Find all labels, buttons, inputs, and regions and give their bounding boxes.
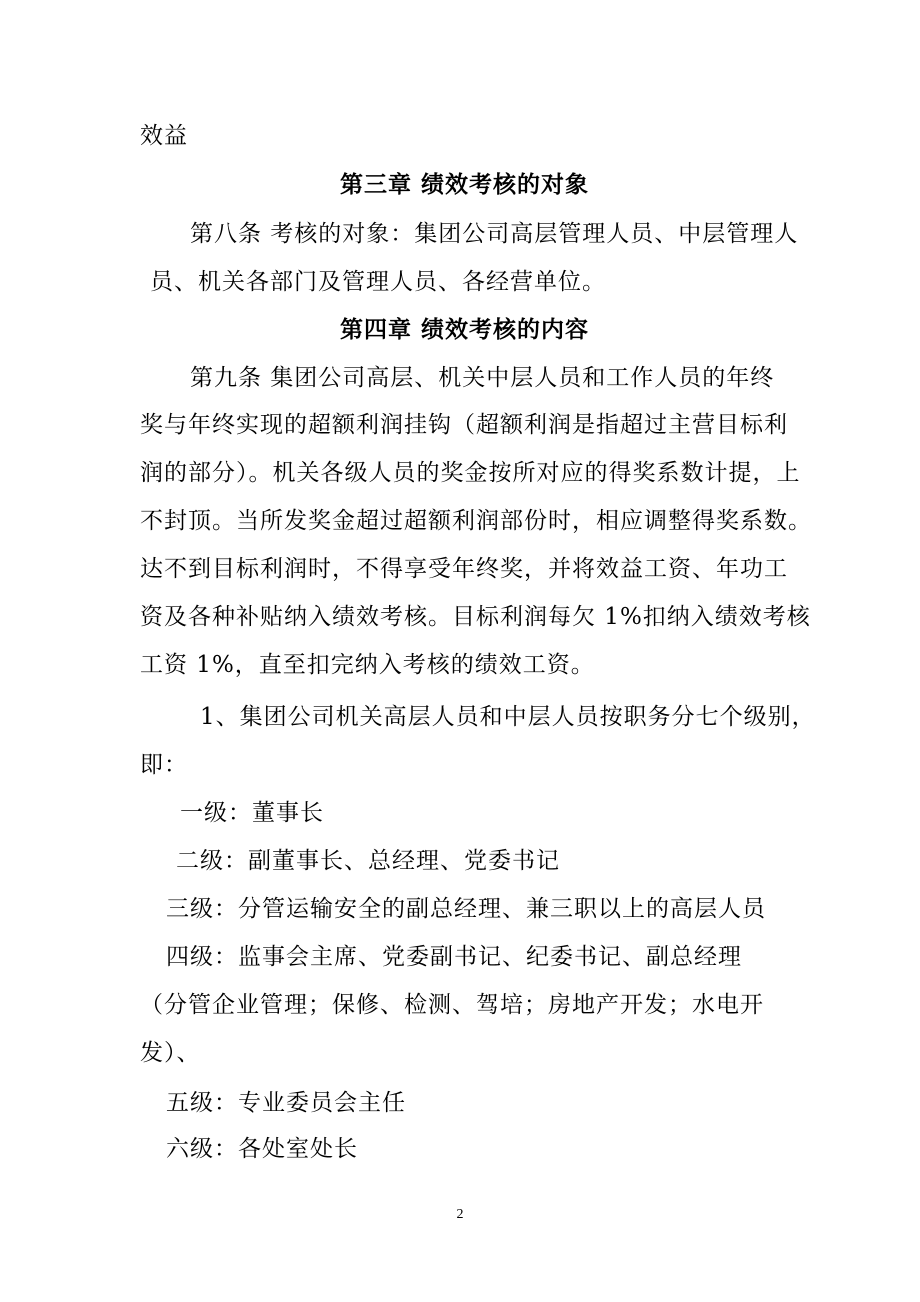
item-one-line-1: 1、集团公司机关高层人员和中层人员按职务分七个级别，	[200, 704, 816, 730]
text-line-continuation: 效益	[140, 123, 188, 149]
article-eight-line-2: 员、机关各部门及管理人员、各经营单位。	[150, 269, 606, 295]
article-nine-line-4: 不封顶。当所发奖金超过超额利润部份时，相应调整得奖系数。	[140, 508, 812, 534]
level-two: 二级：副董事长、总经理、党委书记	[176, 848, 560, 874]
level-four-line-3: 发）、	[140, 1040, 201, 1066]
level-four-line-2: （分管企业管理；保修、检测、驾培；房地产开发；水电开	[140, 992, 764, 1018]
article-nine-line-3: 润的部分）。机关各级人员的奖金按所对应的得奖系数计提，上	[140, 460, 801, 486]
article-eight-line-1: 第八条 考核的对象：集团公司高层管理人员、中层管理人	[190, 221, 799, 247]
page-number: 2	[456, 1207, 464, 1222]
level-four-line-1: 四级：监事会主席、党委副书记、纪委书记、副总经理	[166, 944, 742, 970]
article-nine-line-6: 资及各种补贴纳入绩效考核。目标利润每欠 1%扣纳入绩效考核	[140, 604, 811, 630]
article-nine-line-7: 工资 1%，直至扣完纳入考核的绩效工资。	[140, 652, 595, 678]
level-six: 六级：各处室处长	[166, 1136, 358, 1162]
chapter-four-heading: 第四章 绩效考核的内容	[340, 316, 590, 343]
level-one: 一级：董事长	[180, 800, 324, 826]
article-nine-line-2: 奖与年终实现的超额利润挂钩（超额利润是指超过主营目标利	[140, 412, 788, 438]
level-three: 三级：分管运输安全的副总经理、兼三职以上的高层人员	[166, 896, 766, 922]
article-nine-line-5: 达不到目标利润时，不得享受年终奖，并将效益工资、年功工	[140, 556, 788, 582]
chapter-three-heading: 第三章 绩效考核的对象	[340, 171, 590, 198]
level-five: 五级：专业委员会主任	[166, 1090, 406, 1116]
article-nine-line-1: 第九条 集团公司高层、机关中层人员和工作人员的年终	[190, 365, 775, 391]
item-one-line-2: 即：	[140, 752, 188, 778]
